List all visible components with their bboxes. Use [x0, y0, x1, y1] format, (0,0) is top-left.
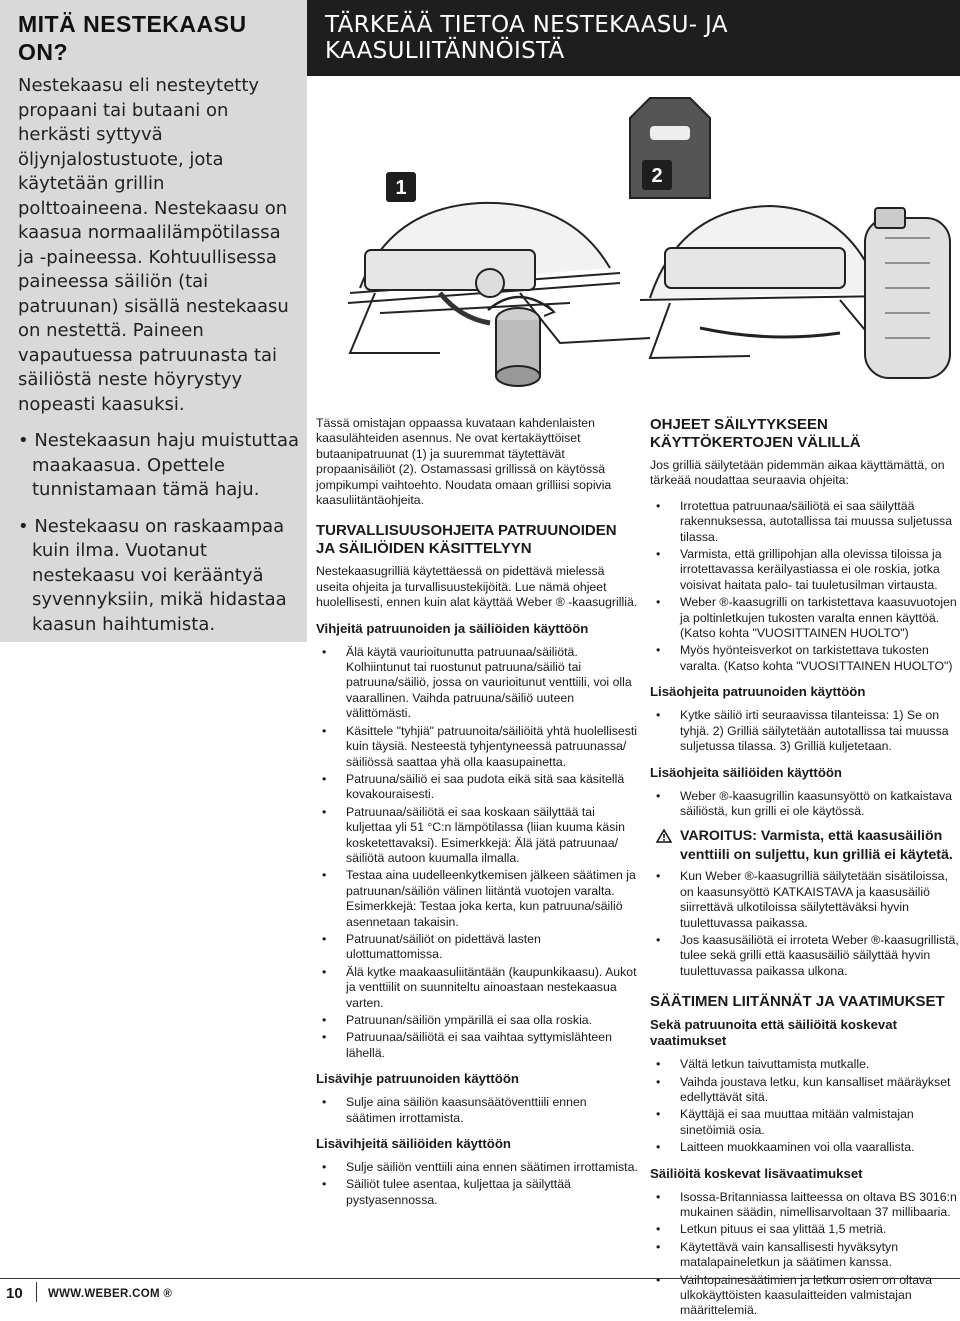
- section-title: TÄRKEÄÄ TIETOA NESTEKAASU- JA KAASULIITÄNNÖISTÄ: [325, 12, 728, 64]
- sidebar-title: MITÄ NESTEKAASU ON?: [18, 11, 247, 65]
- list-item: • Käytettävä vain kansallisesti hyväksytyn matalapaineletkun ja säätimen kanssa.: [650, 1240, 960, 1271]
- list-item: • Laitteen muokkaaminen voi olla vaarallista.: [650, 1140, 960, 1155]
- section-header-bar: [307, 0, 960, 76]
- safety-heading: TURVALLISUUSOHJEITA PATRUUNOIDEN JA SÄILIÖIDEN KÄSITTELYYN: [316, 522, 617, 558]
- info-sidebar: [0, 0, 307, 642]
- right-column: [650, 416, 960, 1321]
- list-item: • Patruunat/säiliöt on pidettävä lasten ulottumattomissa.: [316, 932, 638, 963]
- list-item: • Käsittele "tyhjiä" patruunoita/säiliöitä yhtä huolellisesti kuin täysiä. Nesteestä tyhjentyneessä patruunassa/ säiliössä saattaa yhä olla kaasupainetta.: [316, 724, 638, 770]
- list-item: • Vältä letkun taivuttamista mutkalle.: [650, 1057, 960, 1072]
- list-item: • Isossa-Britanniassa laitteessa on oltava BS 3016:n mukainen säädin, nimellisarvoltaan 37 millibaaria.: [650, 1190, 960, 1221]
- list-item: • Letkun pituus ei saa ylittää 1,5 metriä.: [650, 1222, 960, 1237]
- tips-heading: Vihjeitä patruunoiden ja säiliöiden käyttöön: [316, 620, 589, 636]
- list-item: • Jos kaasusäiliötä ei irroteta Weber ®-kaasugrillistä, tulee sekä grilli että kaasusäiliö säilyttää hyvin tuulettuvassa paikassa ulkona.: [650, 933, 960, 979]
- extra-cartridge-heading: Lisävihje patruunoiden käyttöön: [316, 1071, 519, 1087]
- extra-cartridge-list: [316, 1095, 638, 1126]
- list-item: • Älä käytä vaurioitunutta patruunaa/säiliötä. Kolhiintunut tai ruostunut patruuna/säiliö tai patruuna/säiliö, jossa on vaurioitunut venttiili, voi olla vaarallinen. Vaihda patruuna/säiliö uuteen välittömästi.: [316, 645, 638, 722]
- cylinder-requirements-heading: Säiliöitä koskevat lisävaatimukset: [650, 1165, 863, 1181]
- regulator-subheading: Sekä patruunoita että säiliöitä koskevat vaatimukset: [650, 1017, 897, 1049]
- callout-1-label: 1: [395, 177, 407, 199]
- list-item: • Myös hyönteisverkot on tarkistettava tukosten varalta. (Katso kohta "VUOSITTAINEN HUOLTO"): [650, 643, 960, 674]
- list-item: • Sulje aina säiliön kaasunsäätöventtiili ennen säätimen irrottamista.: [316, 1095, 638, 1126]
- footer-website: WWW.WEBER.COM ®: [48, 1288, 173, 1300]
- extra-cylinder-heading: Lisävihjeitä säiliöiden käyttöön: [316, 1136, 511, 1152]
- cartridge-list: [650, 708, 960, 754]
- storage-list: [650, 499, 960, 674]
- list-item: • Älä kytke maakaasuliitäntään (kaupunkikaasu). Aukot ja venttiilit on suunniteltu ainoastaan nestekaasua varten.: [316, 965, 638, 1011]
- list-item: • Varmista, että grillipohjan alla olevissa tiloissa ja irrotettavassa keräilyastiassa ei ole roskia, jotka voisivat haitata palo- tai tuuletusilman virtausta.: [650, 547, 960, 593]
- callout-2-label: 2: [651, 165, 663, 187]
- list-item: • Patruuna/säiliö ei saa pudota eikä sitä saa käsitellä kovakouraisesti.: [316, 772, 638, 803]
- callout-2: [642, 160, 672, 190]
- list-item: • Vaihtopainesäätimien ja letkun osien on oltava ulkokäyttöisten kaasulaitteiden valmistajan määrittelemiä.: [650, 1273, 960, 1319]
- extra-cylinder-list: [316, 1160, 638, 1208]
- footer-divider: [36, 1282, 37, 1302]
- middle-column: [316, 416, 638, 1210]
- safety-intro: Nestekaasugrilliä käytettäessä on pidettävä mielessä useita ohjeita ja turvallisuustekijöitä. Lue nämä ohjeet huolellisesti, ennen kuin alat käyttää Weber ® -kaasugrilliä.: [316, 564, 638, 610]
- list-item: • Patruunaa/säiliötä ei saa koskaan säilyttää tai kuljettaa yli 51 °C:n lämpötilassa (liian kuuma käsin kosketettavaksi). Esimerkkejä: Älä jätä patruunaa/ säiliötä autoon kuumalla ilmalla.: [316, 805, 638, 867]
- list-item: • Kun Weber ®-kaasugrilliä säilytetään sisätiloissa, on kaasunsyöttö KATKAISTAVA ja kaasusäiliö siirrettävä ulkotiloissa säilytettäväksi hyvin tuulettuvassa paikassa.: [650, 869, 960, 931]
- propane-cylinder-drawing: [865, 208, 950, 378]
- list-item: • Irrotettua patruunaa/säiliötä ei saa säilyttää rakennuksessa, autotallissa tai muussa suljetussa tilassa.: [650, 499, 960, 545]
- list-item: • Weber ®-kaasugrillin kaasunsyöttö on katkaistava säiliöstä, kun grilli ei ole käytössä.: [650, 789, 960, 820]
- warning-block: [650, 827, 960, 865]
- storage-heading: OHJEET SÄILYTYKSEEN KÄYTTÖKERTOJEN VÄLILLÄ: [650, 416, 861, 451]
- cylinder-list: [650, 789, 960, 820]
- list-item: • Patruunan/säiliön ympärillä ei saa olla roskia.: [316, 1013, 638, 1028]
- sidebar-bullet: • Nestekaasu on raskaampaa kuin ilma. Vuotanut nestekaasu voi kerääntyä syvennyksiin, mikä hidastaa kaasun haihtumista.: [18, 515, 287, 635]
- list-item: • Patruunaa/säiliötä ei saa vaihtaa syttymislähteen lähellä.: [316, 1030, 638, 1061]
- warning-triangle-icon: [656, 829, 672, 843]
- list-item: • Käyttäjä ei saa muuttaa mitään valmistajan sinetöimiä osia.: [650, 1107, 960, 1138]
- warning-text: VAROITUS: Varmista, että kaasusäiliön venttiili on suljettu, kun grilliä ei käytetä.: [680, 828, 953, 864]
- warning-list: [650, 869, 960, 979]
- list-item: • Kytke säiliö irti seuraavissa tilanteissa: 1) Se on tyhjä. 2) Grilliä säilytetään autotallissa tai muussa suljetussa tilassa. 3) Grilliä kuljetetaan.: [650, 708, 960, 754]
- intro-paragraph: Tässä omistajan oppaassa kuvataan kahdenlaisten kaasulähteiden asennus. Ne ovat kertakäyttöiset butaanipatruunat (1) ja suuremmat täytettävät propaanisäiliöt (2). Ostamassasi grillissä on käytössä jompikumpi vaihtoehto. Noudata omaan grilliisi sopivia kaasuliitäntäohjeita.: [316, 416, 612, 508]
- regulator-heading: SÄÄTIMEN LIITÄNNÄT JA VAATIMUKSET: [650, 993, 945, 1011]
- tips-list: [316, 645, 638, 1062]
- butane-cartridge-drawing: [488, 297, 554, 386]
- cartridge-heading: Lisäohjeita patruunoiden käyttöön: [650, 684, 866, 700]
- cylinder-heading: Lisäohjeita säiliöiden käyttöön: [650, 764, 842, 780]
- list-item: • Vaihda joustava letku, kun kansalliset määräykset edellyttävät sitä.: [650, 1075, 960, 1106]
- callout-1: [386, 172, 416, 202]
- page-number: 10: [6, 1285, 23, 1302]
- list-item: • Säiliöt tulee asentaa, kuljettaa ja säilyttää pystyasennossa.: [316, 1177, 638, 1208]
- sidebar-bullet: • Nestekaasun haju muistuttaa maakaasua. Opettele tunnistamaan tämä haju.: [18, 430, 300, 500]
- storage-intro: Jos grilliä säilytetään pidemmän aikaa käyttämättä, on tärkeää noudattaa seuraavia ohjeita:: [650, 458, 945, 488]
- sidebar-intro: Nestekaasu eli nesteytetty propaani tai butaani on herkästi syttyvä öljynjalostustuote, jota käytetään grillin polttoaineena. Nestekaasu on kaasua normaalilämpötilassa ja -paineessa. Kohtuullisessa paineessa säiliön (tai patruunan) sisällä nestekaasu on nestettä. Paineen vapautuessa patruunasta tai säiliöstä neste höyrystyy nopeasti kaasuksi.: [18, 75, 289, 415]
- list-item: • Sulje säiliön venttiili aina ennen säätimen irrottamista.: [316, 1160, 638, 1175]
- regulator-list: [650, 1057, 960, 1155]
- page-footer: [0, 1278, 960, 1303]
- grill-gas-connection-illustration: [320, 88, 960, 408]
- list-item: • Weber ®-kaasugrilli on tarkistettava kaasuvuotojen ja poltinletkujen tukosten varalta ennen käyttöä. (Katso kohta "VUOSITTAINEN HUOLTO"): [650, 595, 960, 641]
- list-item: • Testaa aina uudelleenkytkemisen jälkeen säätimen ja patruunan/säiliön välinen liitäntä vuotojen varalta. Esimerkkejä: Testaa joka kerta, kun patruuna/säiliö asennetaan takaisin.: [316, 868, 638, 930]
